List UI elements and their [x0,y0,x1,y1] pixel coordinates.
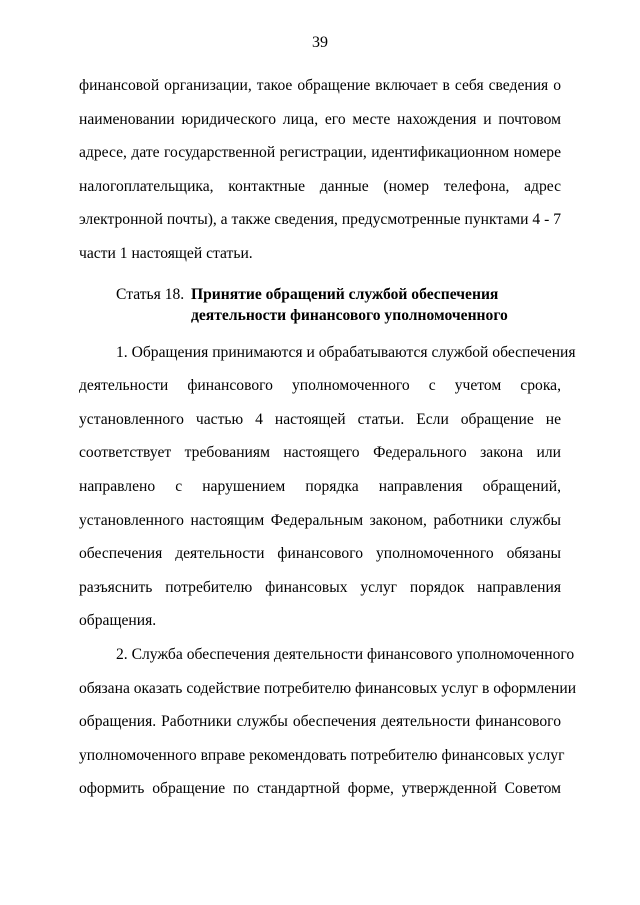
article-title-line: Принятие обращений службой обеспечения [191,285,499,303]
text-line: обращения. [79,612,157,630]
text-line: оформить обращение по стандартной форме, утвержденной Советом [79,780,561,798]
text-line: обязана оказать содействие потребителю финансовых услуг в оформлении [79,679,577,697]
text-line: обращения. Работники службы обеспечения деятельности финансового [79,713,561,731]
page-number: 39 [312,34,328,51]
text-line: направлено с нарушением порядка направления обращений, [79,477,561,495]
text-line: разъяснить потребителю финансовых услуг порядок направления [79,578,561,596]
text-line: обеспечения деятельности финансового уполномоченного обязаны [79,545,561,563]
text-line: наименовании юридического лица, его месте нахождения и почтовом [79,110,561,128]
text-line: 2. Служба обеспечения деятельности финансового уполномоченного [116,645,575,663]
text-line: части 1 настоящей статьи. [79,244,253,262]
text-line: соответствует требованиям настоящего Федерального закона или [79,444,561,462]
text-line: налогоплательщика, контактные данные (номер телефона, адрес [79,177,561,195]
text-line: электронной почты), а также сведения, предусмотренные пунктами 4 - 7 [79,211,561,229]
paragraph-1 [79,336,576,638]
paragraph-intro [79,69,561,271]
article-title [191,284,508,326]
article-title-line: деятельности финансового уполномоченного [191,306,508,324]
document-body [79,69,577,806]
paragraph-2 [79,638,577,806]
text-line: установленного частью 4 настоящей статьи. Если обращение не [79,410,561,428]
article-number: Статья 18. [116,285,185,303]
article-heading [79,284,561,326]
text-line: финансовой организации, такое обращение включает в себя сведения о [79,77,561,94]
text-line: адресе, дате государственной регистрации, идентификационном номере [79,144,561,162]
text-line: установленного настоящим Федеральным законом, работники службы [79,511,561,529]
text-line: уполномоченного вправе рекомендовать потребителю финансовых услуг [79,746,565,764]
text-line: деятельности финансового уполномоченного с учетом срока, [79,377,561,395]
text-line: 1. Обращения принимаются и обрабатываются службой обеспечения [116,343,576,361]
